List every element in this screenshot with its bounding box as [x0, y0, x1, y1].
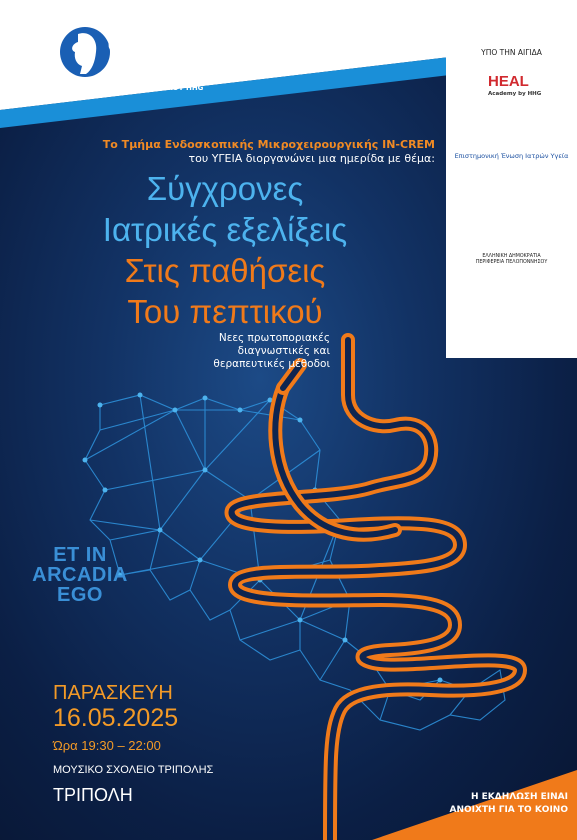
heal-logo-sub: Academy by HHG [488, 91, 542, 97]
intestine-illustration [232, 340, 520, 840]
title-line4: Του πεπτικού [127, 293, 323, 330]
subtitle-line1: Νεες πρωτοποριακές [218, 332, 330, 344]
arcadia-motto [20, 545, 140, 605]
motto-line2: ARCADIA [32, 564, 128, 586]
motto-line3: EGO [57, 584, 103, 606]
ygeia-member: ΜΕΛΟΣ ΤΟΥ ΟΜΙΛΟΥ HHG [103, 84, 204, 92]
event-subtitle [180, 332, 330, 371]
motto-line1: ET IN [53, 544, 107, 566]
intro-line2: του ΥΓΕΙΑ διοργανώνει μια ημερίδα με θέμα: [188, 152, 435, 165]
title-line1: Σύγχρονες [146, 170, 304, 207]
subtitle-line2: διαγνωστικές και [237, 345, 330, 357]
open-line1: Η ΕΚΔΗΛΩΣΗ ΕΙΝΑΙ [470, 792, 568, 802]
open-line2: ΑΝΟΙΧΤΗ ΓΙΑ ΤΟ ΚΟΙΝΟ [449, 805, 568, 815]
title-line2: Ιατρικές εξελίξεις [102, 211, 348, 248]
title-line3: Στις παθήσεις [124, 252, 326, 289]
event-title [40, 168, 410, 332]
open-to-public-note [410, 791, 568, 817]
ygeia-logo: υγεια [106, 20, 213, 60]
eie-logo-label: Επιστημονική Ένωση Ιατρών Υγεία [454, 152, 569, 160]
intro-line1: Το Τμήμα Ενδοσκοπικής Μικροχειρουργικής IN-CREM [102, 138, 435, 151]
subtitle-line3: θεραπευτικές μέθοδοι [213, 358, 330, 370]
event-venue: ΜΟΥΣΙΚΟ ΣΧΟΛΕΙΟ ΤΡΙΠΟΛΗΣ [53, 764, 214, 776]
heal-logo [466, 72, 566, 102]
sponsor-panel [446, 42, 577, 358]
event-date: 16.05.2025 [53, 704, 179, 732]
event-day: ΠΑΡΑΣΚΕΥΗ [53, 682, 173, 704]
sponsor-title: ΥΠΟ ΤΗΝ ΑΙΓΙΔΑ [481, 48, 542, 57]
periphery-line1: ΕΛΛΗΝΙΚΗ ΔΗΜΟΚΡΑΤΙΑ [482, 254, 541, 259]
periphery-label [446, 254, 577, 266]
event-time: Ώρα 19:30 – 22:00 [53, 738, 161, 753]
heal-logo-name: HEAL [488, 73, 529, 90]
intro-text [35, 138, 435, 166]
periphery-line2: ΠΕΡΙΦΕΡΕΙΑ ΠΕΛΟΠΟΝΝΗΣΟΥ [475, 260, 548, 265]
ygeia-tagline: Με ευθύνη για τη ζωή [103, 70, 192, 79]
event-city: ΤΡΙΠΟΛΗ [53, 785, 133, 805]
